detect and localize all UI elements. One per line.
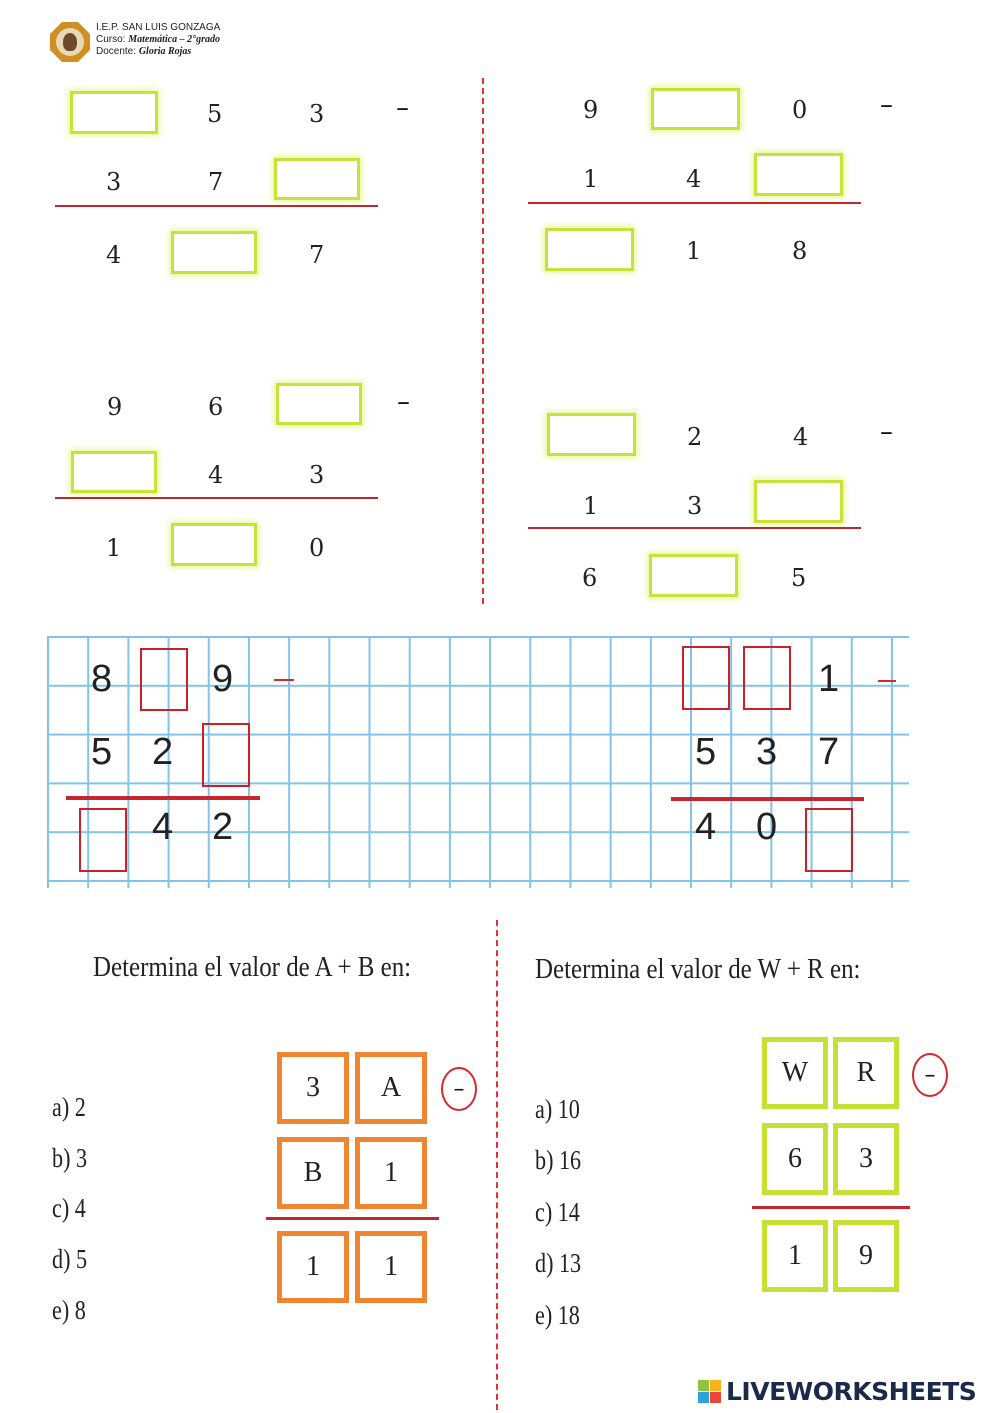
digit: 4: [106, 241, 122, 269]
digit: 1: [818, 658, 840, 700]
digit: 3: [687, 492, 703, 520]
answer-box-p3-result-tens[interactable]: [171, 523, 257, 566]
option-c[interactable]: c) 14: [535, 1197, 580, 1227]
answer-box-p2-top-tens[interactable]: [651, 88, 740, 130]
digit: 1: [583, 492, 599, 520]
option-b[interactable]: b) 3: [52, 1143, 88, 1173]
answer-box-p4-top-hundreds[interactable]: [547, 413, 636, 456]
result-line: [752, 1206, 910, 1209]
digit: 0: [309, 534, 325, 562]
digit: 4: [686, 165, 702, 193]
question-title: Determina el valor de W + R en:: [535, 953, 861, 985]
worksheet-header: [96, 22, 220, 58]
minus-circle: –: [441, 1067, 477, 1111]
digit: 3: [756, 731, 778, 773]
question-title: Determina el valor de A + B en:: [93, 951, 412, 983]
answer-box-p3-top-units[interactable]: [276, 383, 362, 425]
minus-sign: [274, 679, 294, 681]
result-line: [55, 497, 378, 499]
digit: 9: [107, 393, 123, 421]
letter-box-a: A: [355, 1052, 427, 1124]
minus-sign: –: [397, 387, 410, 417]
top-divider: [482, 78, 484, 604]
school-logo: [50, 22, 90, 62]
digit: 9: [583, 96, 599, 124]
result-line: [528, 202, 861, 204]
result-line: [671, 797, 864, 801]
digit-box: 1: [355, 1137, 427, 1209]
digit-box: 1: [762, 1220, 828, 1292]
minus-circle: –: [912, 1053, 948, 1097]
answer-box-g1-top-tens[interactable]: [140, 648, 188, 711]
option-a[interactable]: a) 2: [52, 1092, 86, 1122]
letter-box-b: B: [277, 1137, 349, 1209]
letter-box-r: R: [833, 1037, 899, 1109]
digit: 2: [152, 731, 174, 773]
liveworksheets-logo-icon: [698, 1380, 722, 1404]
digit-box: 1: [277, 1231, 349, 1303]
answer-box-g1-middle-units[interactable]: [202, 723, 250, 787]
option-e[interactable]: e) 18: [535, 1300, 580, 1330]
minus-sign: –: [396, 93, 409, 123]
result-line: [528, 527, 861, 529]
digit-box: 3: [833, 1123, 899, 1195]
digit: 1: [686, 237, 702, 265]
digit: 4: [793, 423, 809, 451]
digit: 8: [792, 237, 808, 265]
digit: 1: [583, 165, 599, 193]
answer-box-p4-result-tens[interactable]: [649, 554, 738, 597]
digit: 6: [208, 393, 224, 421]
digit-box: 3: [277, 1052, 349, 1124]
digit: 4: [152, 806, 174, 848]
minus-sign: –: [880, 417, 893, 447]
digit: 7: [818, 731, 840, 773]
course-label: Curso:: [96, 34, 126, 45]
answer-box-g2-result-units[interactable]: [805, 808, 853, 872]
result-line: [55, 205, 378, 207]
answer-box-p1-middle-units[interactable]: [274, 158, 360, 200]
digit: 0: [792, 96, 808, 124]
answer-box-p1-result-tens[interactable]: [171, 231, 257, 274]
digit: 7: [208, 168, 224, 196]
answer-box-g2-top-tens[interactable]: [743, 646, 791, 710]
answer-box-p2-middle-units[interactable]: [754, 153, 843, 196]
option-d[interactable]: d) 13: [535, 1248, 582, 1278]
teacher-label: Docente:: [96, 46, 137, 57]
option-a[interactable]: a) 10: [535, 1094, 580, 1124]
minus-sign: [878, 680, 896, 682]
minus-sign: –: [880, 90, 893, 120]
answer-box-p4-middle-units[interactable]: [754, 480, 843, 523]
digit: 8: [91, 658, 113, 700]
digit: 4: [208, 461, 224, 489]
letter-box-w: W: [762, 1037, 828, 1109]
digit: 5: [791, 564, 807, 592]
bottom-divider: [496, 920, 498, 1410]
option-e[interactable]: e) 8: [52, 1295, 86, 1325]
answer-box-g1-result-hundreds[interactable]: [79, 808, 127, 872]
result-line: [66, 796, 260, 800]
course-value: Matemática – 2°grado: [128, 34, 221, 45]
digit: 6: [582, 564, 598, 592]
digit: 2: [212, 806, 234, 848]
answer-box-p1-top-hundreds[interactable]: [70, 91, 158, 134]
option-d[interactable]: d) 5: [52, 1244, 88, 1274]
digit: 3: [309, 461, 325, 489]
digit: 3: [106, 168, 122, 196]
teacher-value: Gloria Rojas: [138, 46, 192, 57]
option-c[interactable]: c) 4: [52, 1193, 86, 1223]
digit: 7: [309, 241, 325, 269]
digit-box: 1: [355, 1231, 427, 1303]
digit: 9: [212, 658, 234, 700]
option-b[interactable]: b) 16: [535, 1145, 582, 1175]
school-name: I.E.P. SAN LUIS GONZAGA: [96, 22, 221, 33]
answer-box-p2-result-hundreds[interactable]: [545, 228, 634, 271]
digit: 1: [106, 534, 122, 562]
digit: 5: [695, 731, 717, 773]
digit: 5: [91, 731, 113, 773]
digit-box: 9: [833, 1220, 899, 1292]
digit: 2: [687, 423, 703, 451]
digit: 5: [207, 100, 223, 128]
digit: 4: [695, 806, 717, 848]
result-line: [266, 1217, 439, 1220]
brand-name: LIVEWORKSHEETS: [726, 1377, 977, 1406]
answer-box-g2-top-hundreds[interactable]: [682, 646, 730, 710]
answer-box-p3-middle-hundreds[interactable]: [71, 451, 157, 493]
digit: 0: [756, 806, 778, 848]
digit-box: 6: [762, 1123, 828, 1195]
digit: 3: [309, 100, 325, 128]
